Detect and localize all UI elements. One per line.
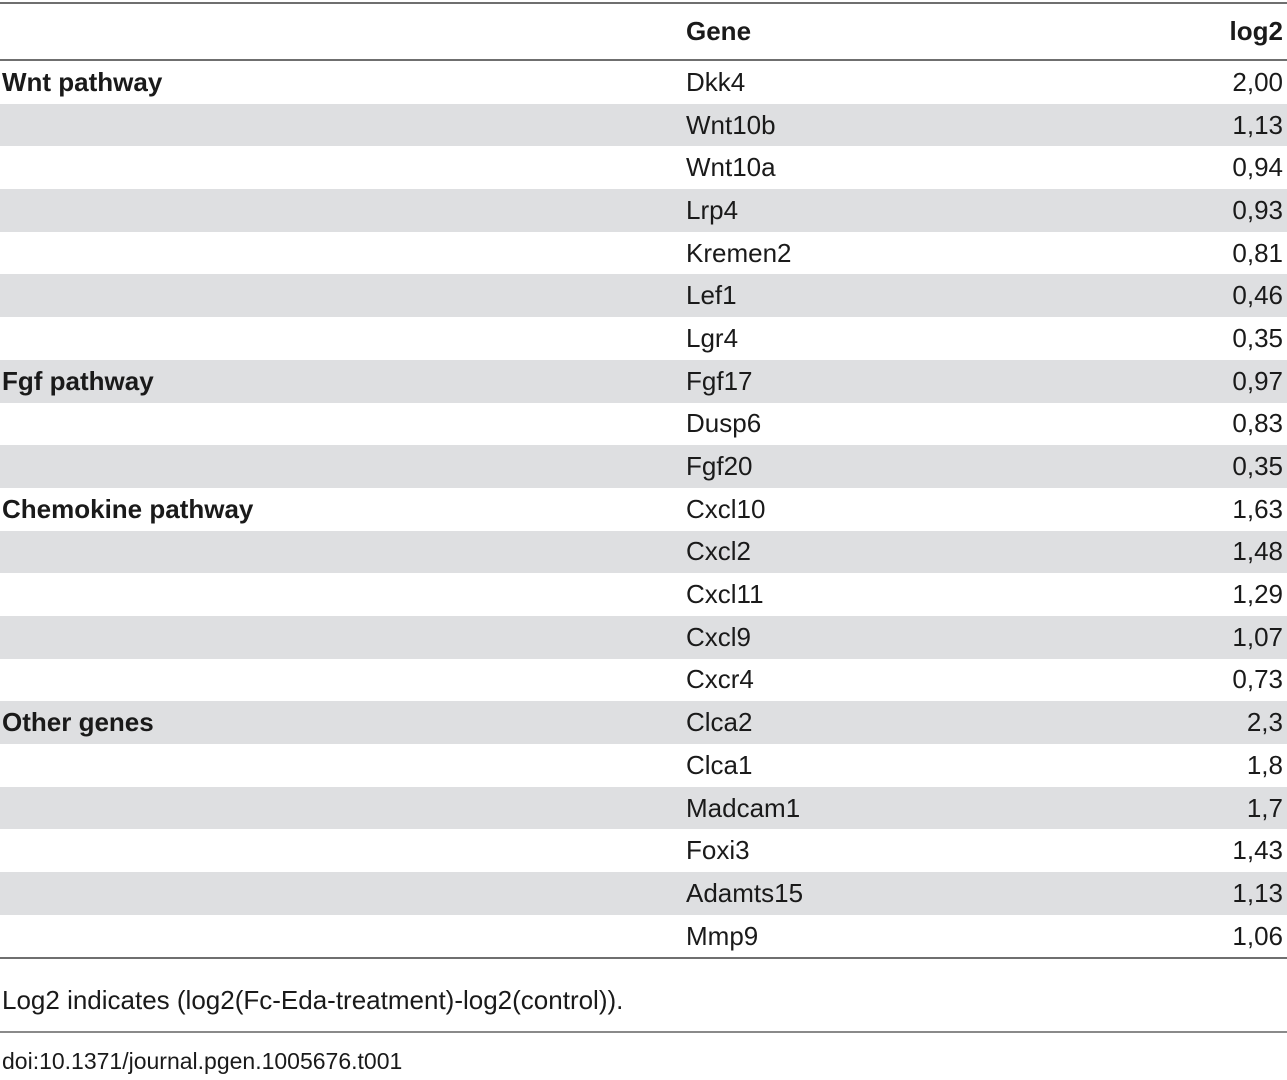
- row-gene-name: Kremen2: [686, 237, 792, 268]
- row-log2-value: 0,35: [1232, 322, 1283, 353]
- row-gene-name: Adamts15: [686, 877, 804, 908]
- row-log2-value: 1,07: [1232, 621, 1283, 652]
- table-row: [0, 829, 1287, 872]
- row-log2-value: 1,13: [1232, 109, 1283, 140]
- row-log2-value: 1,48: [1232, 536, 1283, 567]
- row-gene-name: Madcam1: [686, 792, 801, 823]
- table-row: [0, 915, 1287, 958]
- row-log2-value: 1,13: [1232, 877, 1283, 908]
- table-row: [0, 360, 1287, 403]
- table-row: [0, 573, 1287, 616]
- header-gene: Gene: [686, 16, 752, 46]
- row-log2-value: 1,63: [1232, 493, 1283, 524]
- row-log2-value: 0,83: [1232, 408, 1283, 439]
- row-gene-name: Fgf17: [686, 365, 753, 396]
- row-log2-value: 1,43: [1232, 835, 1283, 866]
- row-gene-name: Wnt10a: [686, 152, 776, 183]
- row-log2-value: 1,06: [1232, 920, 1283, 951]
- row-gene-name: Cxcl11: [686, 579, 764, 610]
- table-row: [0, 146, 1287, 189]
- row-log2-value: 2,00: [1232, 66, 1283, 97]
- row-log2-value: 0,35: [1232, 451, 1283, 482]
- row-log2-value: 0,73: [1232, 664, 1283, 695]
- doi-rule: [0, 1031, 1287, 1033]
- table-row: [0, 274, 1287, 317]
- table-row: [0, 744, 1287, 787]
- row-gene-name: Dusp6: [686, 408, 762, 439]
- row-gene-name: Lef1: [686, 280, 737, 311]
- row-gene-name: Mmp9: [686, 920, 759, 951]
- table-row: [0, 659, 1287, 702]
- table-row: [0, 61, 1287, 104]
- table-row: [0, 317, 1287, 360]
- row-log2-value: 2,3: [1246, 707, 1283, 738]
- row-group-label: Fgf pathway: [2, 365, 154, 396]
- row-group-label: Chemokine pathway: [2, 493, 254, 524]
- table-bottom-rule: [0, 957, 1287, 959]
- table-row: [0, 403, 1287, 446]
- row-gene-name: Cxcl9: [686, 621, 752, 652]
- table-header-row: [0, 4, 1287, 61]
- table-body: [0, 61, 1287, 957]
- table-row: [0, 488, 1287, 531]
- row-gene-name: Cxcr4: [686, 664, 754, 695]
- row-group-label: Wnt pathway: [2, 66, 163, 97]
- row-log2-value: 0,97: [1232, 365, 1283, 396]
- row-log2-value: 1,8: [1246, 749, 1283, 780]
- table-row: [0, 872, 1287, 915]
- table-row: [0, 104, 1287, 147]
- table-row: [0, 445, 1287, 488]
- table-footnote: Log2 indicates (log2(Fc-Eda-treatment)-log2(control)).: [2, 985, 624, 1015]
- header-log2: log2: [1229, 16, 1283, 46]
- row-log2-value: 0,93: [1232, 194, 1283, 225]
- row-gene-name: Clca2: [686, 707, 753, 738]
- row-log2-value: 1,29: [1232, 579, 1283, 610]
- gene-table: [0, 2, 1287, 959]
- row-gene-name: Cxcl2: [686, 536, 752, 567]
- doi-label: doi:10.1371/journal.pgen.1005676.t001: [2, 1048, 403, 1074]
- table-row: [0, 189, 1287, 232]
- row-gene-name: Foxi3: [686, 835, 750, 866]
- table-row: [0, 787, 1287, 830]
- table-row: [0, 232, 1287, 275]
- row-gene-name: Lgr4: [686, 322, 739, 353]
- row-log2-value: 1,7: [1246, 792, 1283, 823]
- row-log2-value: 0,81: [1232, 237, 1283, 268]
- row-gene-name: Dkk4: [686, 66, 746, 97]
- table-row: [0, 531, 1287, 574]
- row-log2-value: 0,46: [1232, 280, 1283, 311]
- row-group-label: Other genes: [2, 707, 154, 738]
- row-log2-value: 0,94: [1232, 152, 1283, 183]
- row-gene-name: Clca1: [686, 749, 753, 780]
- table-row: [0, 701, 1287, 744]
- row-gene-name: Fgf20: [686, 451, 753, 482]
- table-row: [0, 616, 1287, 659]
- row-gene-name: Lrp4: [686, 194, 739, 225]
- row-gene-name: Cxcl10: [686, 493, 766, 524]
- row-gene-name: Wnt10b: [686, 109, 776, 140]
